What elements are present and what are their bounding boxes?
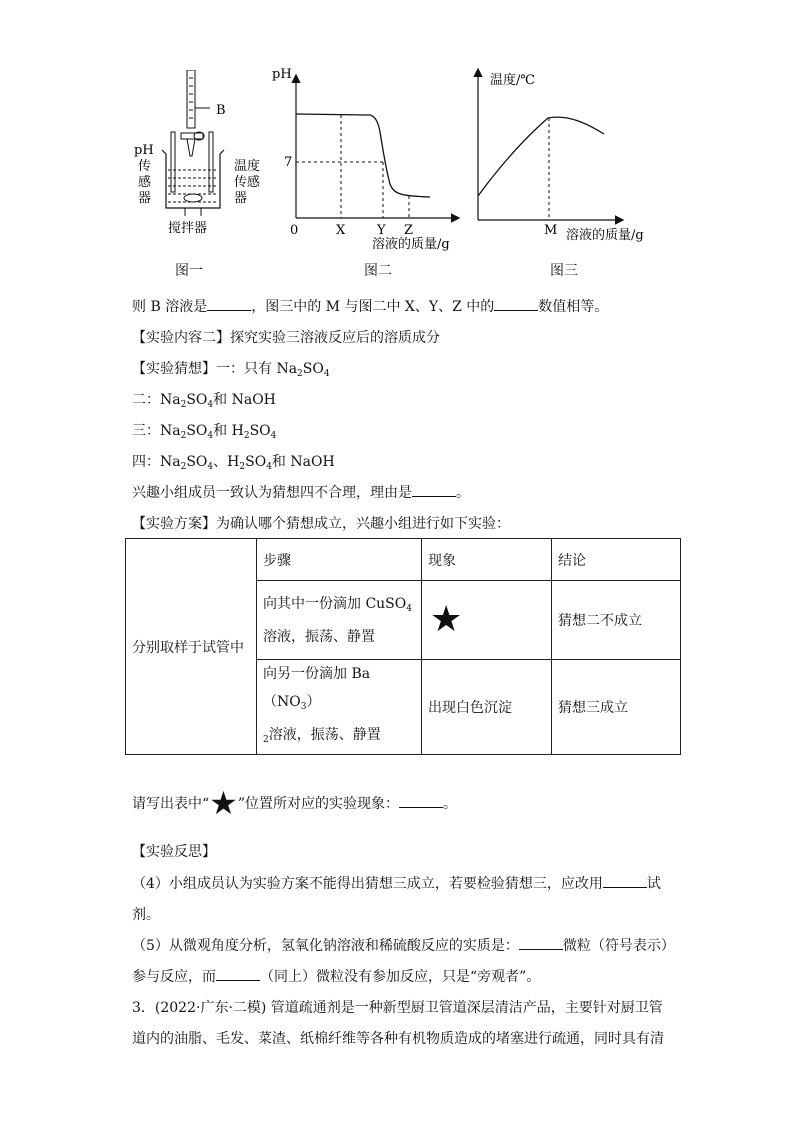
reject-guess4: 兴趣小组成员一致认为猜想四不合理，理由是 。 — [132, 485, 470, 501]
chart-ph — [270, 62, 470, 252]
x-tick-m: M — [544, 223, 558, 238]
answer-blank[interactable] — [494, 298, 538, 311]
stir-bar — [184, 194, 202, 202]
star-icon: ★ — [209, 784, 238, 822]
header-step: 步骤 — [257, 539, 422, 581]
question-5-cont: 参与反应，而 （同上）微粒没有参加反应，只是“旁观者”。 — [132, 969, 541, 985]
label-ph-sensor-3: 感 — [138, 175, 152, 190]
label-stirrer: 搅拌器 — [168, 221, 208, 236]
question-b-solution: 则 B 溶液是 ，图三中的 M 与图二中 X、Y、Z 中的 数值相等。 — [132, 299, 609, 315]
cell-step-1: 向其中一份滴加 CuSO$_4$ 溶液，振荡、静置 — [257, 581, 422, 660]
question-3: 3．(2022·广东·二模) 管道疏通剂是一种新型厨卫管道深层清洁产品，主要针对厨卫管 — [132, 1000, 663, 1016]
section-content2: 【实验内容二】探究实验三溶液反应后的溶质成分 — [132, 330, 440, 346]
plan-intro: 【实验方案】为确认哪个猜想成立，兴趣小组进行如下实验： — [132, 516, 510, 532]
answer-blank[interactable] — [603, 875, 647, 888]
cell-conclusion-2: 猜想三成立 — [552, 660, 681, 755]
temp-sensor — [209, 132, 213, 192]
y-axis-label: 温度/℃ — [490, 73, 535, 88]
caption-fig3: 图三 — [550, 263, 578, 279]
cell-conclusion-1: 猜想二不成立 — [552, 581, 681, 660]
label-temp-sensor-3: 器 — [234, 191, 248, 206]
label-b: B — [216, 103, 226, 118]
answer-blank[interactable] — [216, 968, 260, 981]
cell-step-2: 向另一份滴加 $Ba(NO_3)$ $_2$溶液，振荡、静置 — [257, 660, 422, 755]
experiment-table — [125, 538, 681, 755]
cell-phenomenon-1 — [422, 581, 552, 660]
answer-blank[interactable] — [519, 937, 563, 950]
label-temp-sensor-2: 传感 — [234, 175, 261, 190]
label-ph-sensor-1: pH — [134, 143, 154, 158]
guess-3: 三：$Na_2SO_4$和 $H_2SO_4$ — [132, 423, 277, 441]
section-reflect: 【实验反思】 — [132, 844, 216, 860]
answer-blank[interactable] — [412, 484, 456, 497]
temp-curve — [478, 117, 604, 196]
label-ph-sensor-4: 器 — [138, 191, 152, 206]
x-tick-z: Z — [404, 223, 414, 238]
question-4-cont: 剂。 — [132, 907, 160, 923]
caption-fig2: 图二 — [364, 263, 392, 279]
guess-2: 二：$Na_2SO_4$和 NaOH — [132, 392, 276, 410]
ph-curve — [296, 114, 430, 197]
y-tick-7: 7 — [284, 155, 293, 170]
question-4: （4）小组成员认为实验方案不能得出猜想三成立，若要检验猜想三，应改用 试 — [132, 876, 661, 892]
figure-apparatus — [130, 70, 280, 240]
guess-1: 【实验猜想】一：只有 $Na_2SO_4$ — [132, 361, 330, 379]
star-icon: ★ — [430, 599, 463, 640]
answer-blank[interactable] — [399, 795, 443, 808]
guess-4: 四：$Na_2SO_4$、$H_2SO_4$和 NaOH — [132, 454, 335, 472]
question-5: （5）从微观角度分析，氢氧化钠溶液和稀硫酸反应的实质是： 微粒（符号表示） — [132, 938, 675, 954]
star-question: 请写出表中“★”位置所对应的实验现象： 。 — [132, 784, 458, 822]
label-temp-sensor-1: 温度 — [234, 159, 261, 174]
x-tick-x: X — [336, 223, 346, 238]
x-tick-y: Y — [377, 223, 386, 238]
answer-blank[interactable] — [207, 298, 251, 311]
label-ph-sensor-2: 传 — [138, 159, 152, 174]
ph-sensor — [171, 132, 175, 192]
header-phenomenon: 现象 — [422, 539, 552, 581]
y-axis-label: pH — [272, 67, 292, 82]
cell-phenomenon-2: 出现白色沉淀 — [422, 660, 552, 755]
cell-sampling: 分别取样于试管中 — [126, 539, 257, 755]
chart-temperature — [470, 62, 654, 252]
x-axis-label: 溶液的质量/g — [372, 237, 450, 252]
x-axis-label: 溶液的质量/g — [566, 228, 644, 243]
origin-label: 0 — [290, 223, 299, 238]
header-conclusion: 结论 — [552, 539, 681, 581]
question-3-cont: 道内的油脂、毛发、菜渣、纸棉纤维等各种有机物质造成的堵塞进行疏通，同时具有清 — [132, 1031, 664, 1047]
burette — [187, 70, 195, 128]
caption-fig1: 图一 — [175, 263, 203, 279]
